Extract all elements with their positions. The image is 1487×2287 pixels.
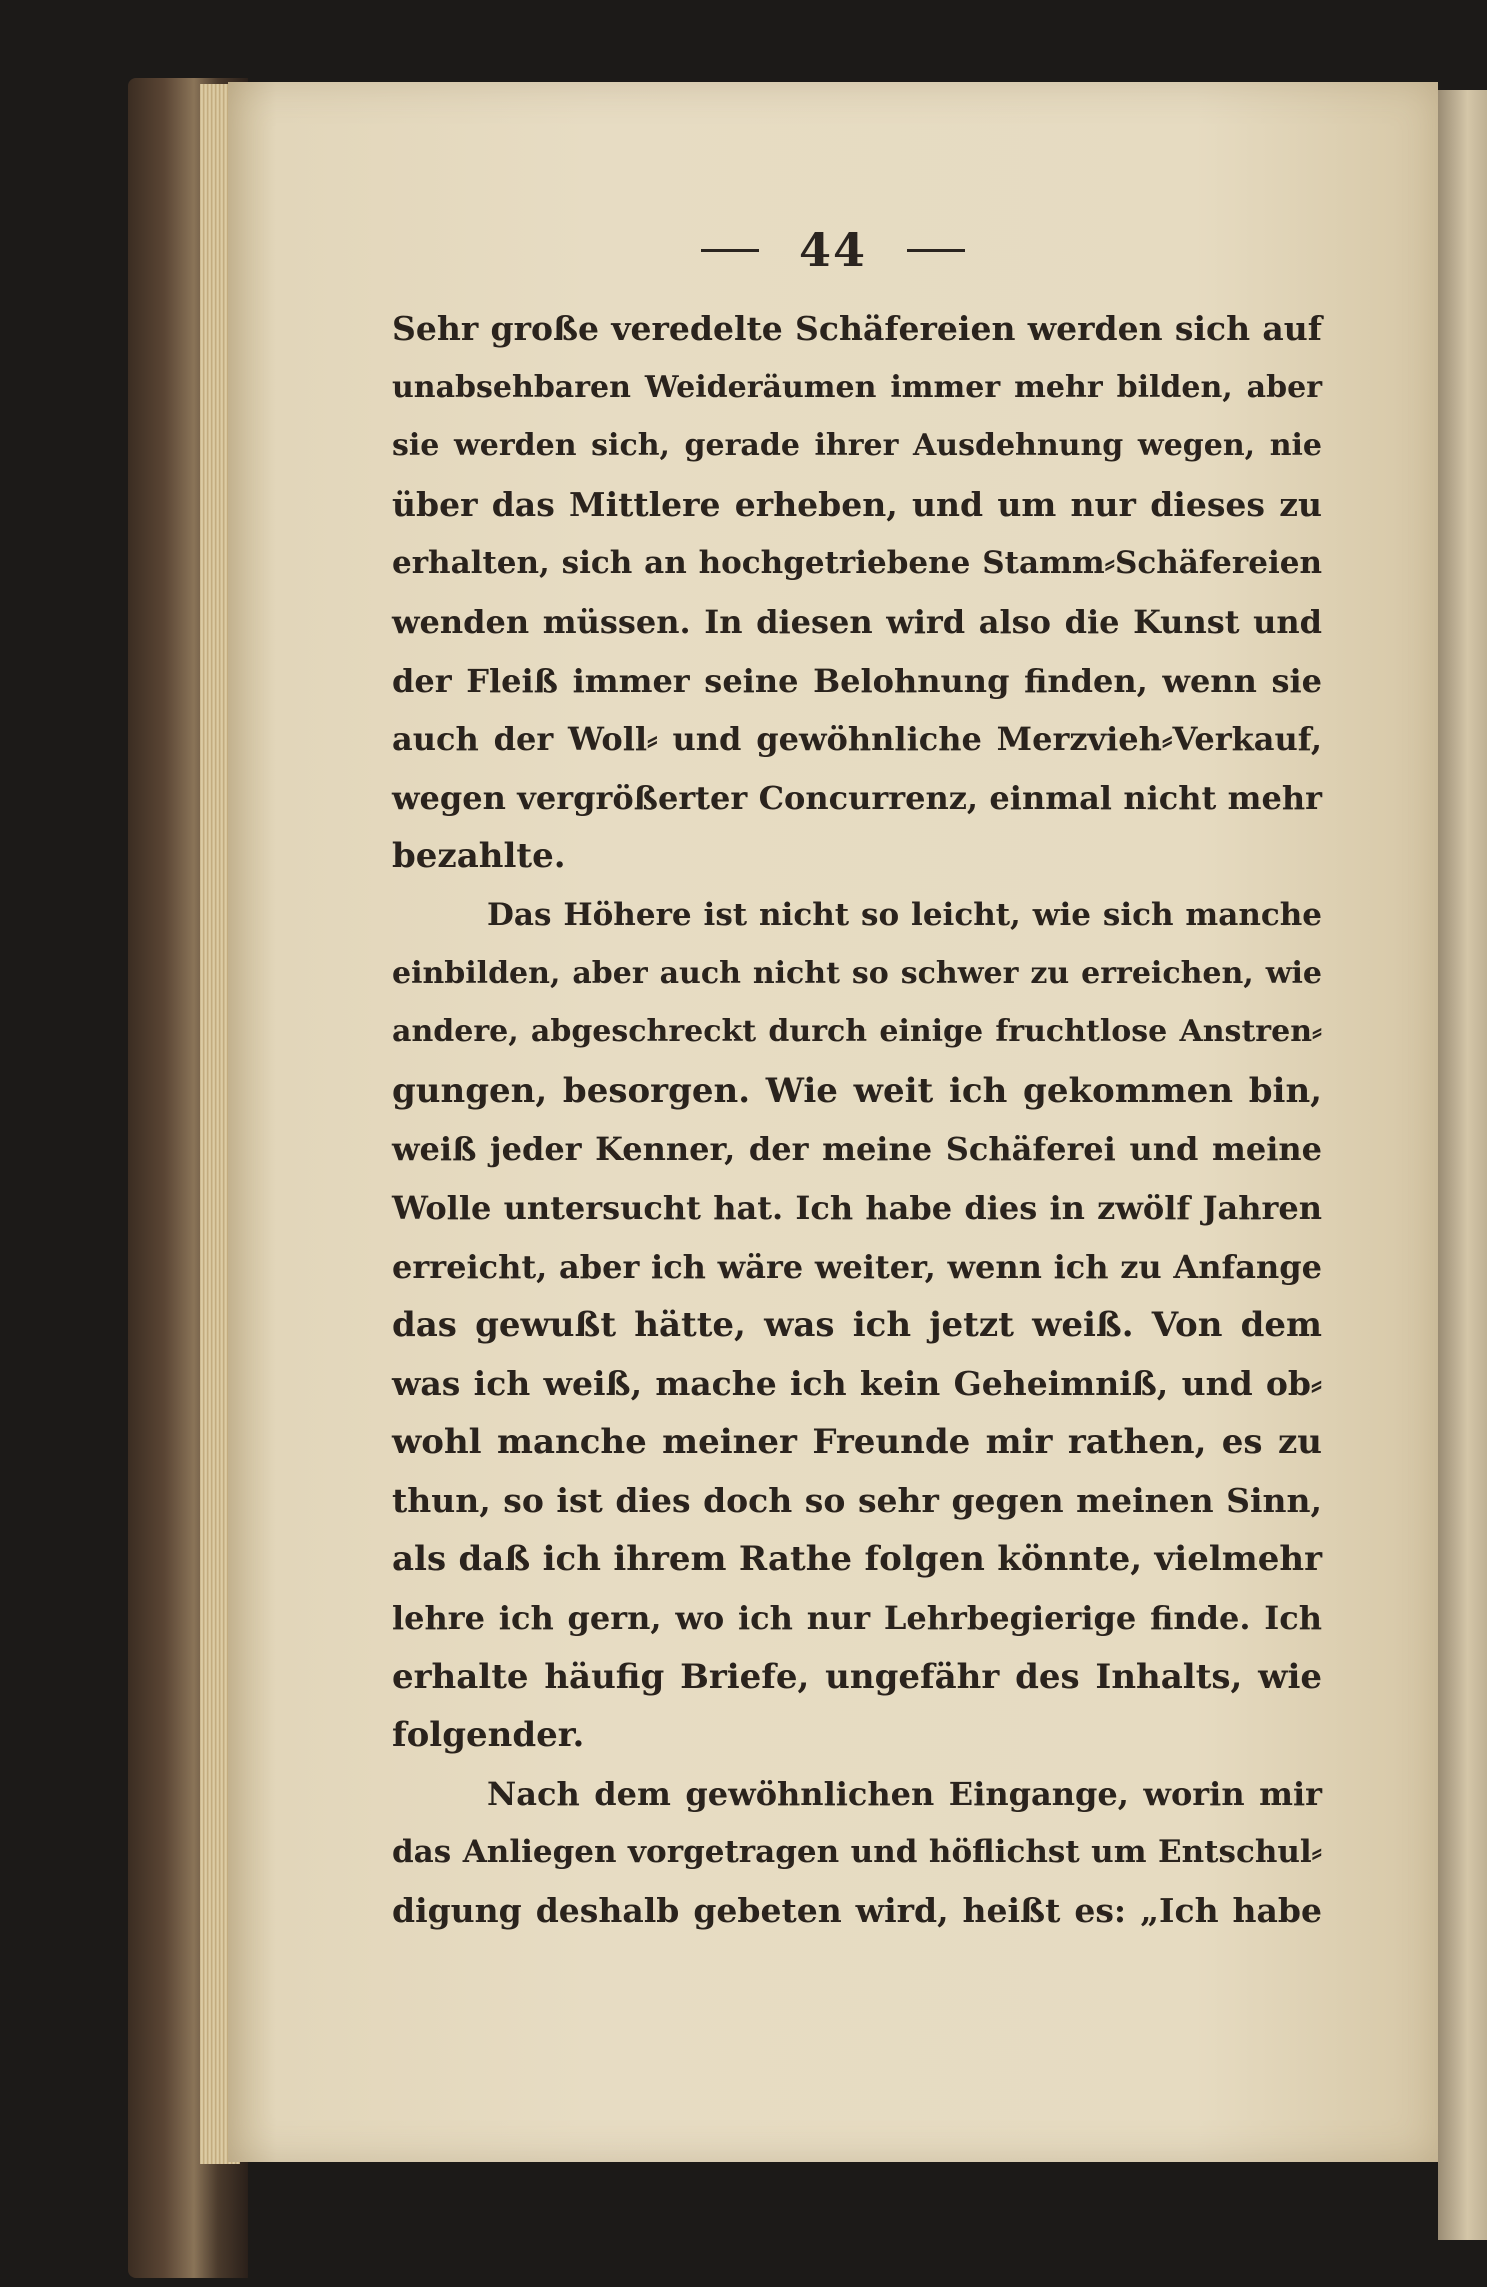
paragraph-2 [392,886,1322,1765]
text-line: erhalten, sich an hochgetriebene Stamm⸗Schäfereien [392,545,1322,582]
header-dash-left [701,249,759,252]
header-dash-right [907,249,965,252]
text-line: was ich weiß, mache ich kein Geheimniß, und ob⸗ [392,1363,1322,1403]
text-line: als daß ich ihrem Rathe folgen könnte, vielmehr [392,1539,1322,1580]
text-line: bezahlte. [392,836,566,877]
text-line: unabsehbaren Weideräumen immer mehr bilden, aber [392,369,1322,405]
text-line: der Fleiß immer seine Belohnung finden, wenn sie [392,661,1322,700]
text-line: Sehr große veredelte Schäfereien werden sich auf [392,309,1322,348]
text-line: folgender. [392,1715,585,1756]
body-text [392,300,1322,1941]
text-line: das gewußt hätte, was ich jetzt weiß. Von dem [392,1305,1322,1346]
text-line: das Anliegen vorgetragen und höflichst um Entschul⸗ [392,1834,1322,1871]
text-line: digung deshalb gebeten wird, heißt es: „Ich habe [392,1891,1322,1931]
text-line: auch der Woll⸗ und gewöhnliche Merzvieh⸗Verkauf, [392,720,1322,759]
page-header [228,215,1438,285]
text-line: sie werden sich, gerade ihrer Ausdehnung wegen, nie [392,428,1322,464]
paragraph-1 [392,300,1322,886]
text-line: Nach dem gewöhnlichen Eingange, worin mir [487,1774,1322,1813]
text-line: über das Mittlere erheben, und um nur dieses zu [392,484,1322,524]
text-line: andere, abgeschreckt durch einige fruchtlose Anstren⸗ [392,1014,1322,1050]
text-line: wenden müssen. In diesen wird also die Kunst und [392,602,1322,641]
text-line: einbilden, aber auch nicht so schwer zu erreichen, wie [392,955,1322,991]
text-line: Wolle untersucht hat. Ich habe dies in zwölf Jahren [392,1188,1322,1227]
text-line: wohl manche meiner Freunde mir rathen, es zu [392,1422,1322,1463]
text-line: lehre ich gern, wo ich nur Lehrbegierige finde. Ich [392,1599,1322,1638]
text-line: erreicht, aber ich wäre weiter, wenn ich zu Anfange [392,1247,1322,1286]
page-number: 44 [798,223,867,277]
text-line: wegen vergrößerter Concurrenz, einmal nicht mehr [392,778,1322,817]
facing-page-edge [1438,90,1487,2240]
text-line: Das Höhere ist nicht so leicht, wie sich manche [487,896,1322,933]
text-line: weiß jeder Kenner, der meine Schäferei und meine [392,1130,1322,1169]
paragraph-3 [392,1765,1322,1941]
text-line: gungen, besorgen. Wie weit ich gekommen bin, [392,1070,1322,1111]
text-line: erhalte häufig Briefe, ungefähr des Inhalts, wie [392,1656,1322,1697]
text-line: thun, so ist dies doch so sehr gegen meinen Sinn, [392,1480,1322,1520]
